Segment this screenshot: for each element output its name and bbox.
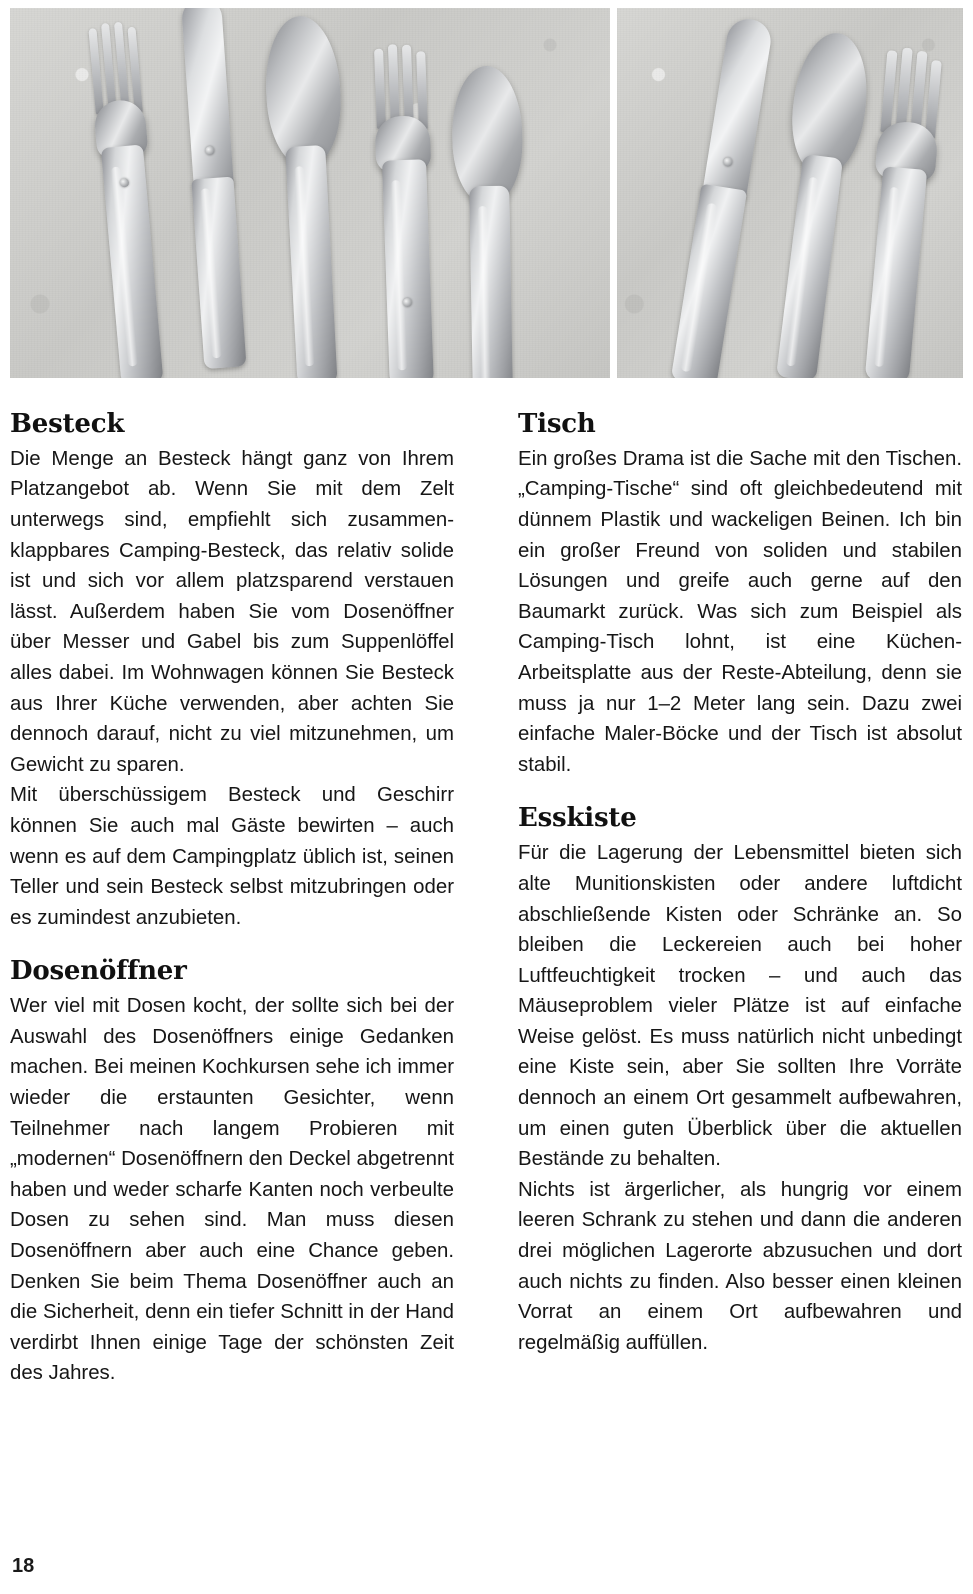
right-column [518, 410, 962, 1389]
photo-cutlery-right [617, 8, 963, 378]
paragraph-besteck-1: Die Menge an Besteck hängt ganz von Ihrem Platzangebot ab. Wenn Sie mit dem Zelt unterwegs sind, empfiehlt sich zusammenklappbares Camping-Besteck, das relativ solide ist und sich vor allem platzsparend verstauen lässt. Außerdem haben Sie vom Dosenöffner über Messer und Gabel bis zum Suppenlöffel alles dabei. Im Wohnwagen können Sie Besteck aus Ihrer Küche verwenden, aber achten Sie dennoch darauf, nicht zu viel mitzunehmen, um Gewicht zu sparen. [10, 447, 454, 776]
paragraph-besteck-2: Mit überschüssigem Besteck und Geschirr können Sie auch mal Gäste bewirten – auch wenn es auf dem Campingplatz üblich ist, seinen Teller und sein Besteck selbst mitzubringen oder es zumindest anzubieten. [10, 784, 454, 929]
paragraph-esskiste-2: Nichts ist ärgerlicher, als hungrig vor einem leeren Schrank zu stehen und dann die anderen drei möglichen Lagerorte abzusuchen und dort auch nichts zu finden. Also besser einen kleinen Vorrat an einem Ort aufbewahren und regelmäßig auffüllen. [518, 1178, 962, 1354]
photo-cutlery-left [10, 8, 610, 378]
spoon-secondary-icon [439, 65, 541, 378]
paragraph-tisch-1: Ein großes Drama ist die Sache mit den Tischen. „Camping-Tische“ sind oft gleichbedeutend mit dünnem Plastik und wackeligen Beinen. Ich bin ein großer Freund von soliden und stabilen Lösungen und greife auch gerne auf den Baumarkt zurück. Was sich zum Beispiel als Camping-Tisch lohnt, ist eine Küchen-Arbeitsplatte aus der Reste-Abteilung, denn sie muss ja nur 1–2 Meter lang sein. Dazu zwei einfache Maler-Böcke und der Tisch ist absolut stabil. [518, 447, 962, 776]
paragraph-dosenoeffner-1: Wer viel mit Dosen kocht, der sollte sich bei der Auswahl des Dosenöffners einige Gedanken machen. Bei meinen Kochkursen sehe ich immer wieder die erstaunten Gesichter, wenn Teilnehmer nach langem Probieren mit „modernen“ Dosenöffnern den Deckel abgetrennt haben und weder scharfe Kanten noch verbeulte Dosen zu sehen sind. Man muss diesen Dosenöffnern aber auch eine Chance geben. Denken Sie beim Thema Dosenöffner auch an die Sicherheit, denn ein tiefer Schnitt in der Hand verdirbt Ihnen einige Tage der schönsten Zeit des Jahres. [10, 995, 454, 1385]
spoon-icon [248, 14, 367, 378]
left-column [10, 410, 454, 1389]
heading-esskiste: Esskiste [518, 803, 637, 834]
paragraph-esskiste-1: Für die Lagerung der Lebensmittel bieten sich alte Munitionskisten oder andere luftdicht abschließende Kisten oder Schränke an. So bleiben die Leckereien auch bei hoher Luftfeuchtigkeit trocken – und auch das Mäuseproblem vieler Plätze ist auf einfache Weise gelöst. Es muss natürlich nicht unbedingt eine Kiste sein, aber Sie sollten Ihre Vorräte dennoch an einem Ort gesammelt aufbewahren, um einen guten Überblick über die aktuellen Bestände zu behalten. [518, 842, 962, 1171]
photo-row [10, 8, 963, 378]
text-columns [10, 410, 963, 1389]
heading-dosenoeffner: Dosenöffner [10, 956, 187, 987]
heading-tisch: Tisch [518, 409, 596, 439]
heading-besteck: Besteck [10, 409, 125, 439]
page-number: 18 [12, 1555, 35, 1577]
